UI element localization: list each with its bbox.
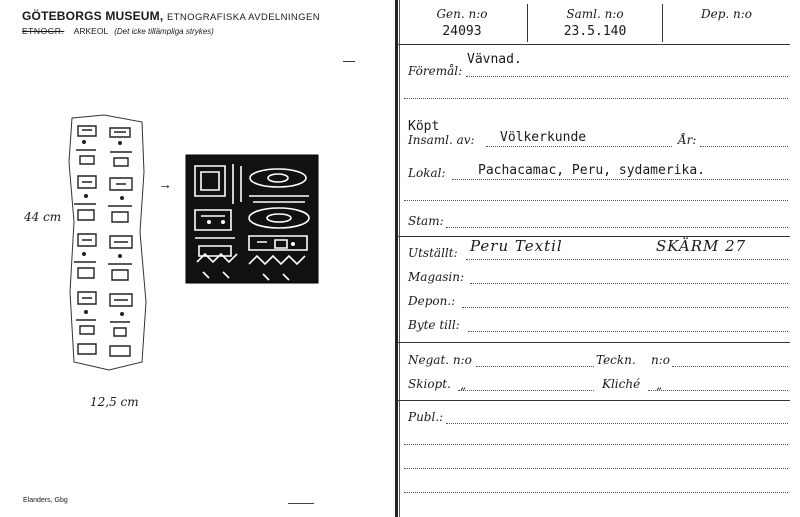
blank-line — [404, 444, 788, 445]
department-name: ETNOGRAFISKA AVDELNINGEN — [166, 12, 320, 23]
utstallt-line — [466, 259, 788, 260]
magasin-label: Magasin: — [408, 270, 465, 284]
lokal-value: Pachacamac, Peru, sydamerika. — [478, 163, 705, 178]
arrow-icon: → — [158, 176, 172, 192]
printer-credit: Elanders, Gbg — [23, 497, 68, 504]
lokal-line — [452, 179, 788, 180]
arkeol-label: ARKEOL — [73, 26, 108, 36]
publ-label: Publ.: — [408, 410, 444, 424]
gen-no-value: 24093 — [442, 24, 482, 39]
museum-header — [22, 9, 320, 23]
lokal-label: Lokal: — [408, 166, 446, 180]
stam-line — [446, 227, 788, 228]
strike-note: (Det icke tillämpliga strykes) — [114, 27, 214, 36]
depon-line — [462, 307, 788, 308]
kopt-note: Köpt — [408, 119, 440, 134]
blank-line — [404, 468, 788, 469]
insaml-line — [486, 146, 672, 147]
foremal-line — [466, 76, 788, 77]
negat-line — [476, 366, 594, 367]
bottom-dash — [288, 503, 314, 504]
width-annotation: 12,5 cm — [90, 395, 139, 409]
margin-dash — [343, 61, 355, 62]
section-rule — [397, 342, 790, 343]
kliche-label: Kliché — [602, 377, 641, 391]
negat-label: Negat. n:o — [408, 353, 472, 367]
department-subline — [22, 26, 214, 36]
byte-line — [468, 331, 788, 332]
section-rule — [397, 400, 790, 401]
dep-no-label: Dep. n:o — [700, 7, 753, 21]
ar-label: År: — [678, 133, 697, 147]
saml-no-value: 23.5.140 — [563, 24, 627, 39]
teckn-line — [672, 366, 788, 367]
depon-label: Depon.: — [408, 294, 456, 308]
textile-detail-sketch — [183, 152, 323, 287]
blank-line — [404, 200, 788, 201]
kliche-line — [648, 390, 788, 391]
gen-no-label: Gen. n:o — [436, 7, 488, 21]
foremal-label: Föremål: — [408, 64, 463, 78]
magasin-line — [470, 283, 788, 284]
height-annotation: 44 cm — [24, 210, 62, 224]
blank-line — [404, 492, 788, 493]
skiopt-line — [458, 390, 594, 391]
blank-line — [404, 98, 788, 99]
teckn-label: Teckn. — [596, 353, 636, 367]
ar-line — [700, 146, 788, 147]
utstallt-location: SKÄRM 27 — [656, 237, 747, 255]
stam-label: Stam: — [408, 214, 444, 228]
insaml-value: Völkerkunde — [500, 130, 587, 145]
struck-department: ETNOGR. — [22, 26, 65, 36]
byte-label: Byte till: — [408, 318, 460, 332]
saml-no-label: Saml. n:o — [566, 7, 624, 21]
foremal-value: Vävnad. — [467, 52, 522, 67]
utstallt-label: Utställt: — [408, 246, 458, 260]
skiopt-ditto: „ — [460, 378, 467, 392]
skiopt-label: Skiopt. — [408, 377, 451, 391]
card-left-border-inner — [399, 0, 400, 517]
card-left-border — [395, 0, 398, 517]
kliche-ditto: „ — [656, 378, 663, 392]
utstallt-value: Peru Textil — [470, 237, 563, 255]
publ-line — [446, 423, 788, 424]
insaml-label: Insaml. av: — [408, 133, 475, 147]
museum-name: GÖTEBORGS MUSEUM, — [22, 9, 164, 23]
teckn-no-label: n:o — [651, 353, 670, 367]
header-bottom-rule — [397, 44, 790, 45]
textile-fragment-sketch — [64, 112, 154, 377]
